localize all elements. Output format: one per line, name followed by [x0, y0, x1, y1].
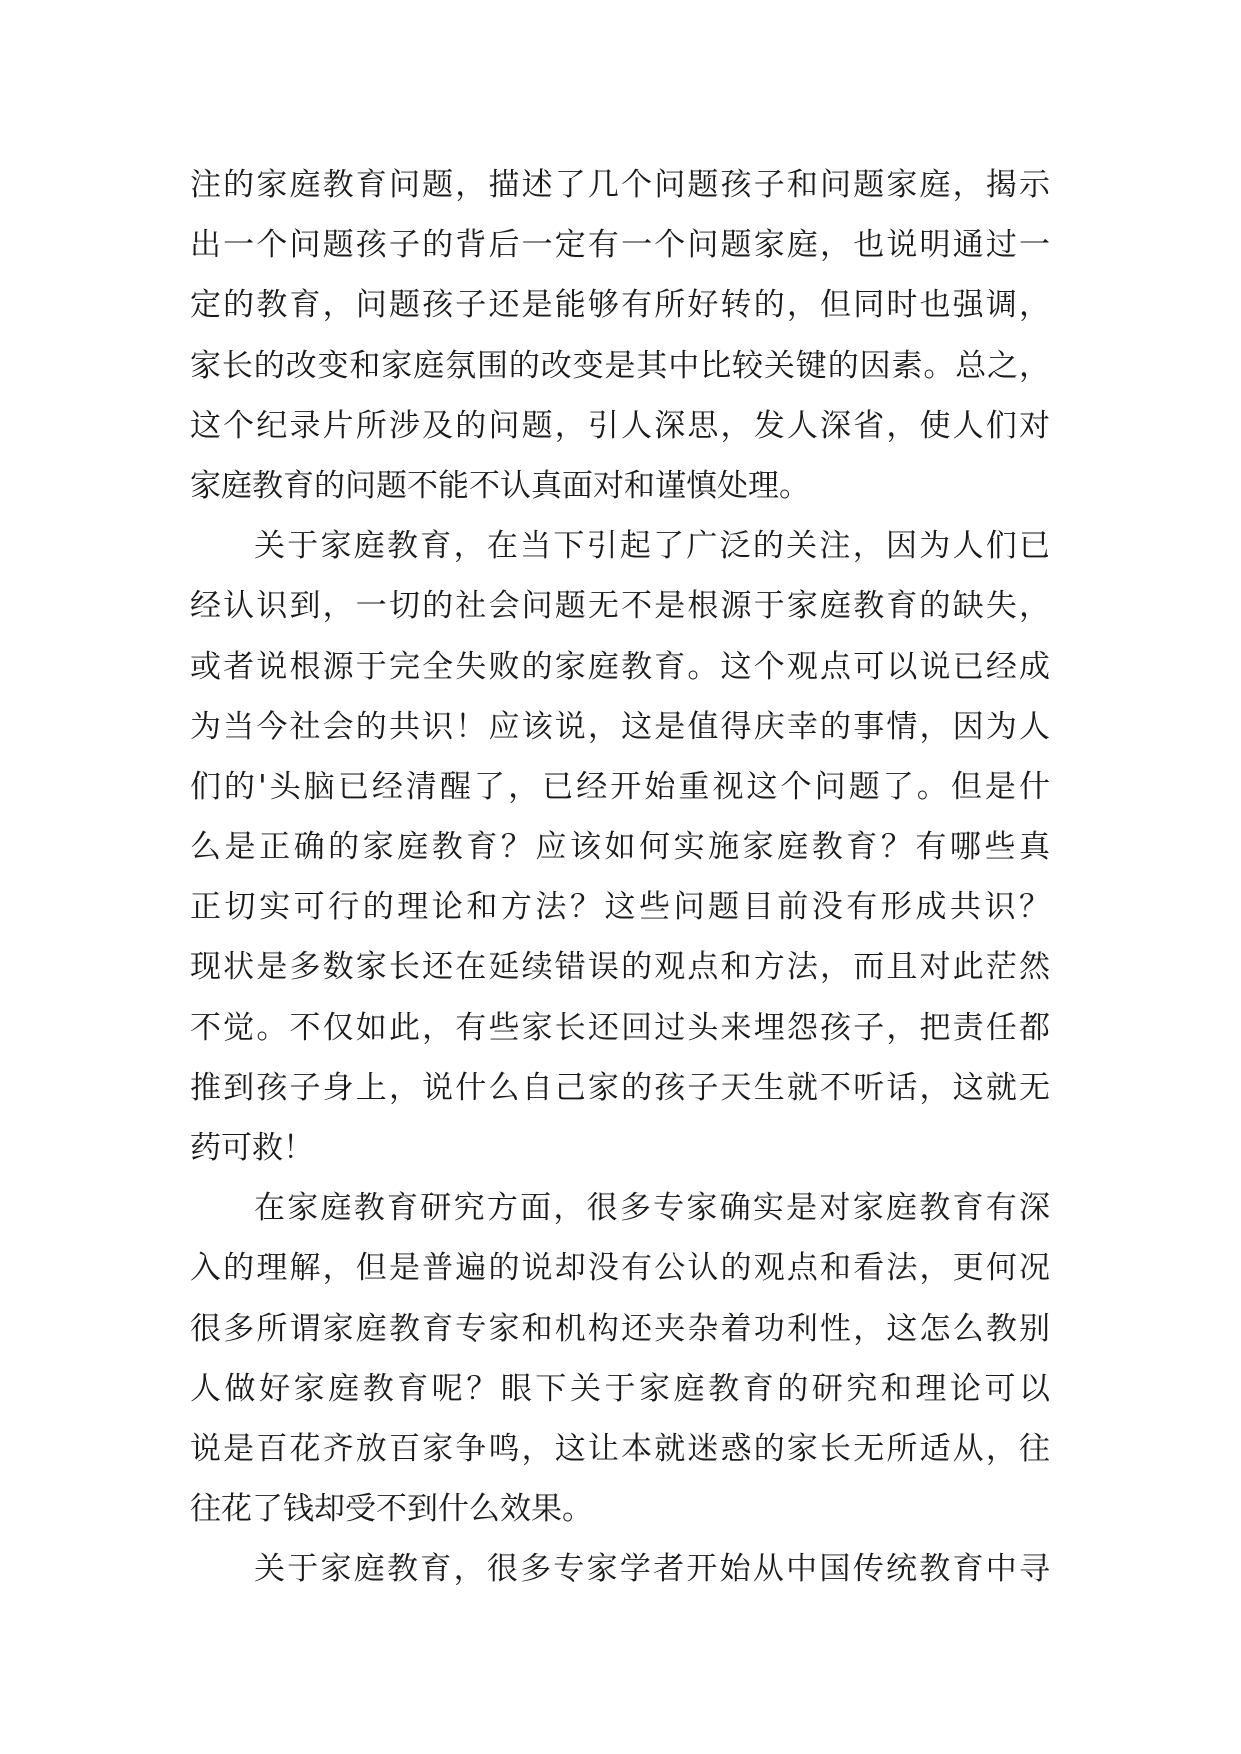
- text-line: 这个纪录片所涉及的问题，引人深思，发人深省，使人们对: [190, 407, 1050, 444]
- text-line: 人做好家庭教育呢？眼下关于家庭教育的研究和理论可以: [190, 1370, 1050, 1407]
- text-line: 或者说根源于完全失败的家庭教育。这个观点可以说已经成: [190, 648, 1050, 685]
- text-line: 经认识到，一切的社会问题无不是根源于家庭教育的缺失，: [190, 588, 1050, 625]
- text-line: 入的理解，但是普遍的说却没有公认的观点和看法，更何况: [190, 1250, 1050, 1287]
- text-line: 现状是多数家长还在延续错误的观点和方法，而且对此茫然: [190, 949, 1050, 986]
- document-body: [190, 155, 1050, 1600]
- paragraph-4: [190, 1539, 1050, 1599]
- text-line: 么是正确的家庭教育？应该如何实施家庭教育？有哪些真: [190, 829, 1050, 866]
- text-line: 药可救！: [190, 1130, 314, 1166]
- text-line: 家庭教育的问题不能不认真面对和谨慎处理。: [190, 467, 810, 504]
- text-line: 定的教育，问题孩子还是能够有所好转的，但同时也强调，: [190, 287, 1050, 324]
- paragraph-1: [190, 155, 1050, 516]
- text-line: 很多所谓家庭教育专家和机构还夹杂着功利性，这怎么教别: [190, 1310, 1050, 1347]
- paragraph-2: [190, 516, 1050, 1178]
- text-line: 家长的改变和家庭氛围的改变是其中比较关键的因素。总之，: [190, 347, 1050, 384]
- text-line: 正切实可行的理论和方法？这些问题目前没有形成共识？: [190, 889, 1050, 926]
- text-line: 说是百花齐放百家争鸣，这让本就迷惑的家长无所适从，往: [190, 1430, 1050, 1467]
- text-line: 推到孩子身上，说什么自己家的孩子天生就不听话，这就无: [190, 1069, 1050, 1106]
- text-line: 注的家庭教育问题，描述了几个问题孩子和问题家庭，揭示: [190, 167, 1050, 203]
- text-line: 在家庭教育研究方面，很多专家确实是对家庭教育有深: [254, 1190, 1050, 1227]
- text-line: 们的'头脑已经清醒了，已经开始重视这个问题了。但是什: [190, 768, 1050, 805]
- text-line: 为当今社会的共识！应该说，这是值得庆幸的事情，因为人: [190, 708, 1050, 745]
- text-line: 往花了钱却受不到什么效果。: [190, 1491, 593, 1528]
- text-line: 关于家庭教育，很多专家学者开始从中国传统教育中寻: [254, 1551, 1050, 1588]
- paragraph-3: [190, 1178, 1050, 1539]
- text-line: 不觉。不仅如此，有些家长还回过头来埋怨孩子，把责任都: [190, 1009, 1050, 1046]
- text-line: 关于家庭教育，在当下引起了广泛的关注，因为人们已: [254, 528, 1050, 565]
- text-line: 出一个问题孩子的背后一定有一个问题家庭，也说明通过一: [190, 227, 1050, 264]
